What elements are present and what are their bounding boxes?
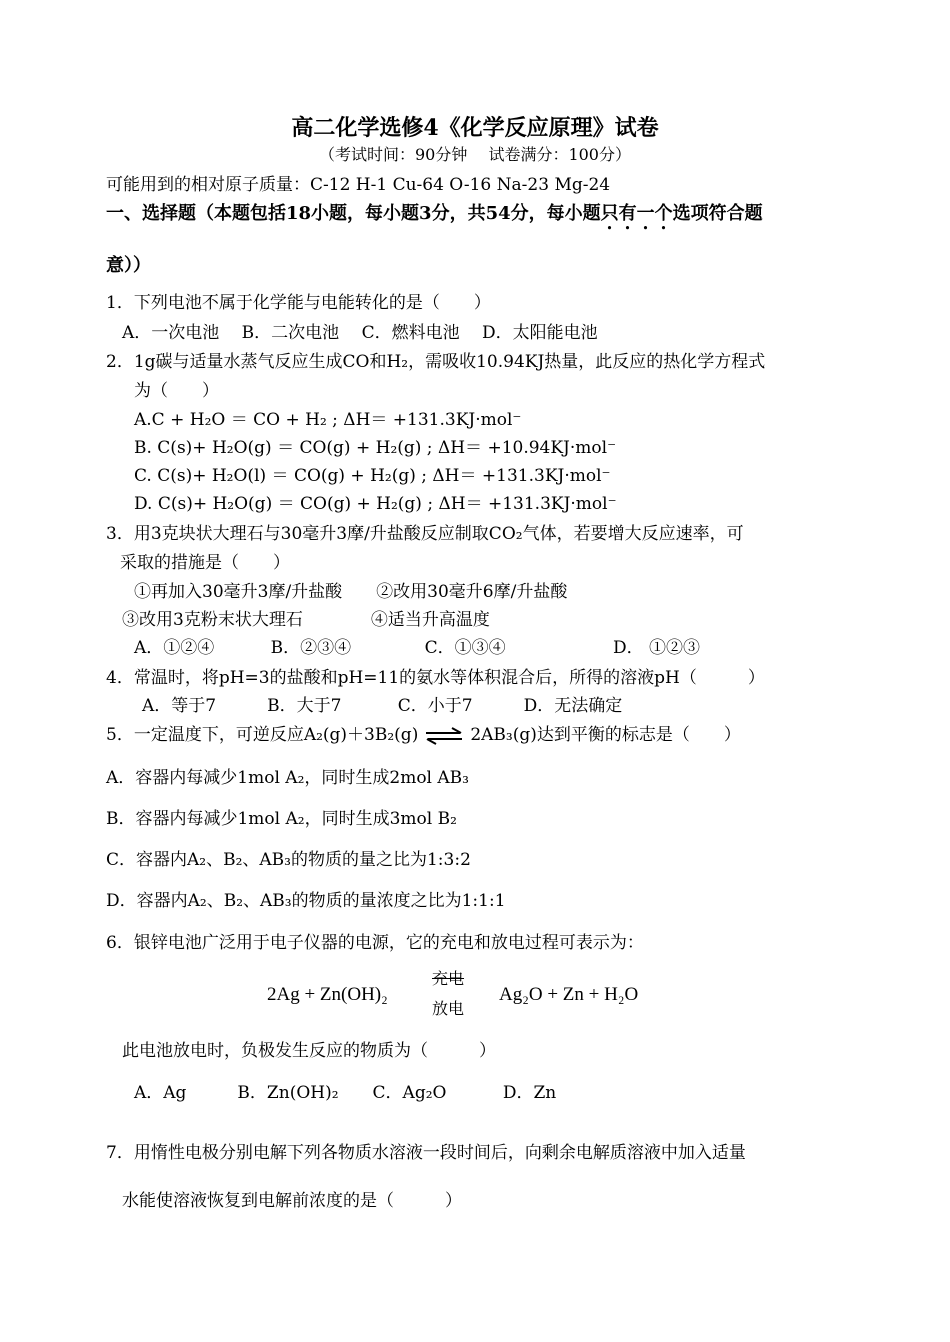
question-7-stem: 7．用惰性电极分别电解下列各物质水溶液一段时间后，向剩余电解质溶液中加入适量 <box>106 1143 746 1163</box>
atomic-masses: 可能用到的相对原子质量：C-12 H-1 Cu-64 O-16 Na-23 Mg-24 <box>106 175 611 195</box>
question-5-stem-part1: 5．一定温度下，可逆反应A₂(g)＋3B₂(g) <box>106 725 419 745</box>
page-title: 高二化学选修4《化学反应原理》试卷 <box>291 115 659 141</box>
question-4-options: A．等于7 B．大于7 C．小于7 D．无法确定 <box>142 696 623 716</box>
question-1-options: A．一次电池 B．二次电池 C．燃料电池 D．太阳能电池 <box>122 323 598 343</box>
equation-products: Ag₂O + Zn + H₂O <box>499 984 639 1005</box>
question-1-stem: 1．下列电池不属于化学能与电能转化的是（ ） <box>106 293 491 313</box>
question-5-option-d: D．容器内A₂、B₂、AB₃的物质的量浓度之比为1:1:1 <box>106 891 506 911</box>
question-5-option-c: C．容器内A₂、B₂、AB₃的物质的量之比为1:3:2 <box>106 850 471 870</box>
question-2-option-d: D. C(s)+ H₂O(g) ＝ CO(g) + H₂(g) ; ΔH＝ +131.3KJ·mol⁻ <box>134 494 617 514</box>
section-heading-part2: 选项符合题 <box>672 203 763 224</box>
equation-reactants: 2Ag + Zn(OH)₂ <box>267 984 388 1005</box>
question-5-stem <box>106 724 741 746</box>
question-5-stem-part2: 2AB₃(g)达到平衡的标志是（ ） <box>470 725 741 745</box>
question-2-option-b: B. C(s)+ H₂O(g) ＝ CO(g) + H₂(g) ; ΔH＝ +10.94KJ·mol⁻ <box>134 438 617 458</box>
section-heading-part1: 一、选择题（本题包括18小题，每小题3分，共54分，每小题 <box>106 203 601 224</box>
question-3-measures-2: ③改用3克粉末状大理石 ④适当升高温度 <box>122 610 490 630</box>
question-3-measures-1: ①再加入30毫升3摩/升盐酸 ②改用30毫升6摩/升盐酸 <box>134 582 568 602</box>
equation-discharge-label: 放电 <box>432 999 465 1018</box>
question-2-option-c: C. C(s)+ H₂O(l) ＝ CO(g) + H₂(g) ; ΔH＝ +131.3KJ·mol⁻ <box>134 466 611 486</box>
question-7-stem-cont: 水能使溶液恢复到电解前浓度的是（ ） <box>122 1191 462 1211</box>
question-2-stem-cont: 为（ ） <box>134 381 219 401</box>
section-heading-cont: 意）） <box>106 255 151 276</box>
question-6-equation <box>267 966 687 1026</box>
question-2-option-a: A.C + H₂O ＝ CO + H₂ ; ΔH＝ +131.3KJ·mol⁻ <box>134 410 522 430</box>
question-3-options: A．①②④ B．②③④ C．①③④ D． ①②③ <box>134 638 701 658</box>
question-5-option-a: A．容器内每减少1mol A₂，同时生成2mol AB₃ <box>106 768 469 788</box>
equation-charge-label: 充电 <box>432 969 465 988</box>
section-heading-emphasis: 只有一个 <box>600 203 673 224</box>
question-4-stem: 4．常温时，将pH=3的盐酸和pH=11的氨水等体积混合后，所得的溶液pH（ ） <box>106 668 765 688</box>
question-3-stem-cont: 采取的措施是（ ） <box>120 553 290 573</box>
section-heading <box>106 203 763 234</box>
exam-info: （考试时间：90分钟 试卷满分：100分） <box>319 145 631 164</box>
question-2-stem: 2．1g碳与适量水蒸气反应生成CO和H₂，需吸收10.94KJ热量，此反应的热化学方程式 <box>106 352 766 372</box>
question-6-options: A．Ag B．Zn(OH)₂ C．Ag₂O D．Zn <box>134 1083 557 1103</box>
equilibrium-arrow-icon <box>424 727 464 745</box>
question-6-followup: 此电池放电时，负极发生反应的物质为（ ） <box>122 1041 496 1061</box>
question-3-stem: 3．用3克块状大理石与30毫升3摩/升盐酸反应制取CO₂气体，若要增大反应速率，可 <box>106 524 744 544</box>
question-6-stem: 6．银锌电池广泛用于电子仪器的电源，它的充电和放电过程可表示为： <box>106 933 644 953</box>
question-5-option-b: B．容器内每减少1mol A₂，同时生成3mol B₂ <box>106 809 457 829</box>
